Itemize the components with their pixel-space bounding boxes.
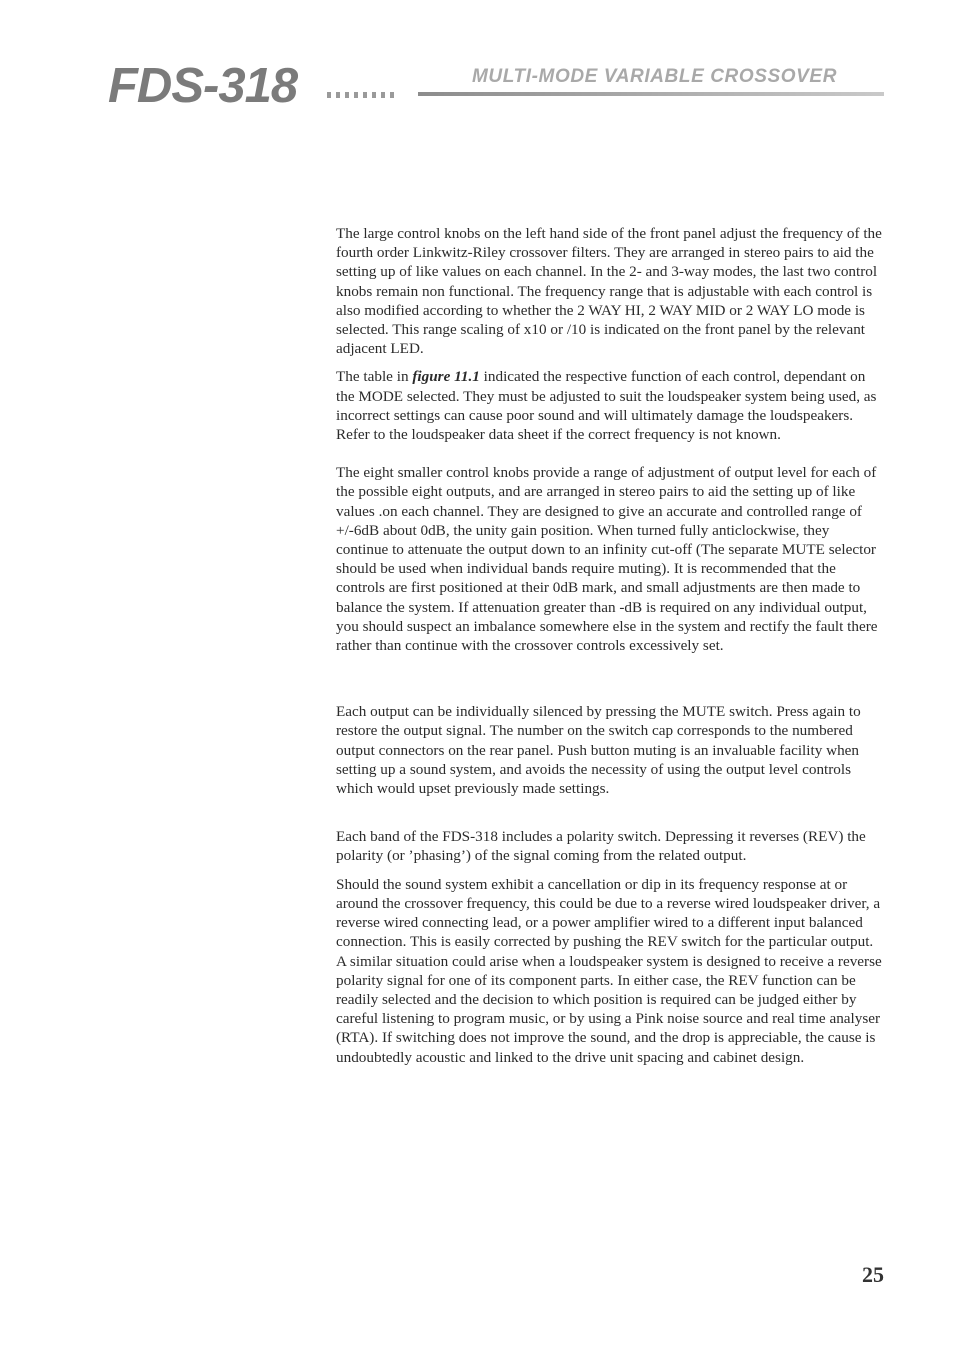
paragraph-frequency-controls: The large control knobs on the left hand side of the front panel adjust the frequency of the fourth order Linkwitz-Riley crossover filters. They are arranged in stereo pairs to aid the setting up of like values on each channel. In the 2- and 3-way modes, the last two control knobs remain non functional. The frequency range that is adjustable with each control is also modified according to whether the 2 WAY HI, 2 WAY MID or 2 WAY LO mode is selected. This range scaling of x10 or /10 is indicated on the front panel by the relevant adjacent LED.	[336, 225, 882, 358]
page-header	[0, 0, 954, 130]
product-logo: FDS-318	[108, 59, 298, 113]
paragraph-text: The table in	[336, 368, 413, 386]
paragraph-polarity-detail: Should the sound system exhibit a cancellation or dip in its frequency response at or around the crossover frequency, this could be due to a reverse wired loudspeaker driver, a reverse wired connecting lead, or a power amplifier wired to a different input balanced connection. This is easily corrected by pushing the REV switch for the particular output. A similar situation could arise when a loudspeaker system is designed to receive a reverse polarity signal for one of its component parts. In either case, the REV function can be readily selected and the decision to which position is required can be judged either by careful listening to program music, or by using a Pink noise source and real time analyser (RTA). If switching does not improve the sound, and the drop is appreciable, the cause is undoubtedly acoustic and linked to the drive unit spacing and cabinet design.	[336, 875, 882, 1066]
paragraph-polarity: Each band of the FDS-318 includes a polarity switch. Depressing it reverses (REV) the polarity (or ’phasing’) of the signal coming from the related output.	[336, 828, 866, 865]
page-number: 25	[862, 1262, 884, 1287]
paragraph-figure-reference	[336, 367, 884, 444]
product-subtitle: MULTI-MODE VARIABLE CROSSOVER	[472, 66, 838, 87]
paragraph-output-level: The eight smaller control knobs provide a range of adjustment of output level for each of the possible eight outputs, and are arranged in stereo pairs to aid the setting up of like values .on each channel. They are designed to give an accurate and controlled range of +/-6dB about 0dB, the unity gain position. When turned fully anticlockwise, they continue to attenuate the output down to an infinity cut-off (The separate MUTE selector should be used when individual bands require muting). It is recommended that the controls are first positioned at their 0dB mark, and small adjustments are then made to balance the system. If attenuation greater than -dB is required on any individual output, you should suspect an imbalance somewhere else in the system and rectify the fault there rather than continue with the crossover controls excessively set.	[336, 464, 878, 655]
paragraph-mute: Each output can be individually silenced by pressing the MUTE switch. Press again to restore the output signal. The number on the switch cap corresponds to the numbered output connectors on the rear panel. Push button muting is an invaluable facility when setting up a sound system, and avoids the necessity of using the output level controls which would upset previously made settings.	[336, 703, 861, 798]
paragraph-text: indicated the respective function of each control, dependant on the MODE selected. They must be adjusted to suit the loudspeaker system being used, as incorrect settings can cause poor sound and will ultimately damage the loudspeakers. Refer to the loudspeaker data sheet if the correct frequency is not known.	[336, 368, 877, 444]
figure-reference: figure 11.1	[412, 368, 480, 386]
header-rule	[418, 92, 884, 96]
logo-dots-decoration	[327, 92, 394, 98]
body-text	[336, 224, 884, 1067]
